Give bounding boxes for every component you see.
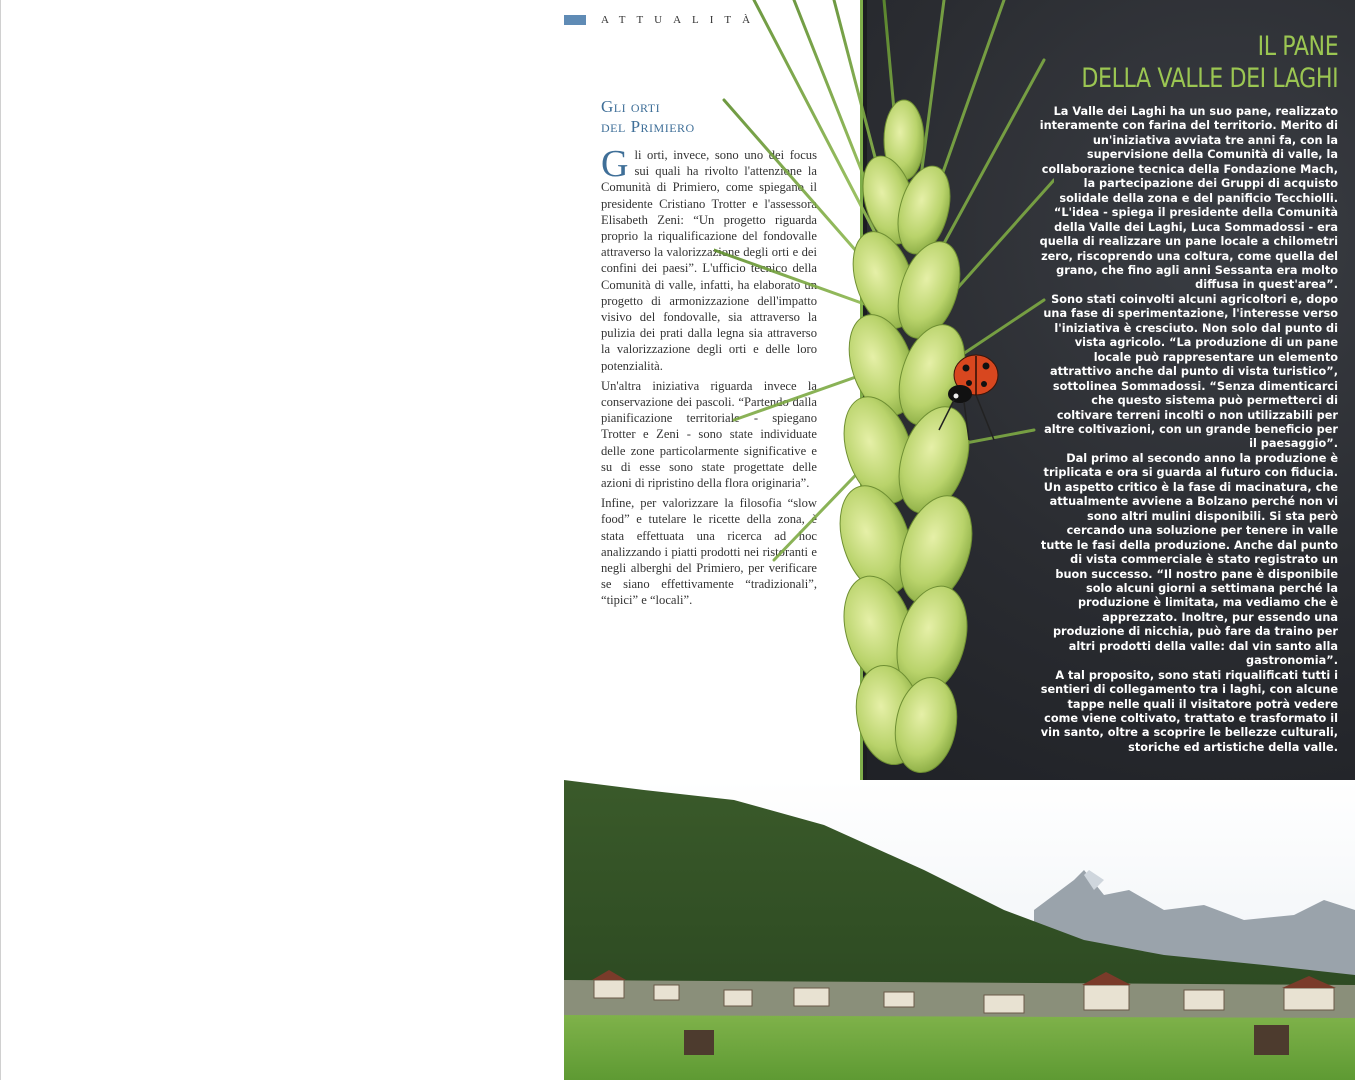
mountain-village-landscape-icon [564,780,1355,1080]
sidebar-paragraph-1-text: li orti, invece, sono uno dei focus sui quali ha rivolto l'attenzione la Comunità di Primiero, come spiegano il presidente Cristiano Trotter e l'assessora Elisabeth Zeni: “Un progetto riguarda proprio la riqualificazione del fondovalle attraverso la valorizzazione degli orti e dei confini dei paesi”. L'ufficio tecnico della Comunità di valle, infatti, ha elaborato un progetto di armonizzazione dell'impatto visivo del fondovalle, sia attraverso la pulizia dei prati dalla legna sia attraverso la valorizzazione degli orti e delle loro potenzialità. [601,148,817,373]
sidebar-article-title [601,97,695,137]
section-marker [564,15,586,25]
box-title-line2: DELLA VALLE DEI LAGHI [1081,63,1338,94]
box-paragraph-4: A tal proposito, sono stati riqualificati tutti i sentieri di collegamento tra i laghi, con alcune tappe nelle quali il visitatore potrà vedere come viene coltivato, trattato e trasformato il vin santo, oltre a scoprire le bellezze culturali, storiche ed artistiche della valle. [1040,668,1338,754]
box-title-line1: IL PANE [1257,31,1338,62]
section-label: ATTUALITÀ [601,14,762,26]
feature-box-title [1081,31,1338,95]
box-paragraph-1: La Valle dei Laghi ha un suo pane, realizzato interamente con farina del territorio. Merito di un'iniziativa avviata tre anni fa, con la supervisione della Comunità di valle, la collaborazione tecnica della Fondazione Mach, la partecipazione dei Gruppi di acquisto solidale della zona e del panificio Tecchiolli. “L'idea - spiega il presidente della Comunità della Valle dei Laghi, Luca Sommadossi - era quella di realizzare un pane locale a chilometri zero, riscoprendo una coltura, come quella del grano, che fino agli anni Sessanta era molto diffusa in quest'area”. [1039,105,1338,292]
sidebar-paragraph-2: Un'altra iniziativa riguarda invece la conservazione dei pascoli. “Partendo dalla pianificazione territoriale - spiegano Trotter e Zeni - sono state individuate delle zone particolarmente significative e su di esse sono state progettate delle azioni di ripristino della flora originaria”. [601,378,817,491]
blank-left-page [0,0,564,1080]
sidebar-paragraph-3: Infine, per valorizzare la filosofia “slow food” e tutelare le ricette della zona, è stata effettuata una ricerca ad hoc analizzando i piatti prodotti nei ristoranti e negli alberghi del Primiero, per verificare se siano effettivamente “tradizionali”, “tipici” e “locali”. [601,496,817,608]
box-paragraph-2: Sono stati coinvolti alcuni agricoltori e, dopo una fase di sperimentazione, l'interesse verso l'iniziativa è cresciuto. Non solo dal punto di vista agricolo. “La produzione di un pane locale può rappresentare un elemento attrattivo anche dal punto di vista turistico”, sottolinea Sommadossi. “Senza dimenticarci che questo sistema può permetterci di coltivare terreni incolti o non utilizzabili per altre coltivazioni, con un grande beneficio per il paesaggio”. [1043,292,1338,451]
wheat-ear-with-ladybug-icon [714,0,1054,790]
dropcap: G [601,143,629,185]
magazine-page [564,0,1355,1080]
sidebar-title-line2: del Primiero [601,117,695,136]
box-paragraph-3: Dal primo al secondo anno la produzione è triplicata e ora si guarda al futuro con fiducia. Un aspetto critico è la fase di macinatura, che attualmente avviene a Bolzano perché non vi sono altri mulini disponibili. Si sta però cercando una soluzione per tenere in valle tutte le fasi della produzione. Anche dal punto di vista commerciale è stato registrato un buon successo. “Il nostro pane è disponibile solo alcuni giorni a settimana perché la produzione è limitata, ma vediamo che è apprezzato. Inoltre, pur essendo una produzione di nicchia, può fare da traino per altri prodotti della valle: dal vin santo alla gastronomia”. [1040,451,1338,668]
feature-box-body [1038,105,1338,755]
sidebar-title-line1: Gli orti [601,97,661,116]
